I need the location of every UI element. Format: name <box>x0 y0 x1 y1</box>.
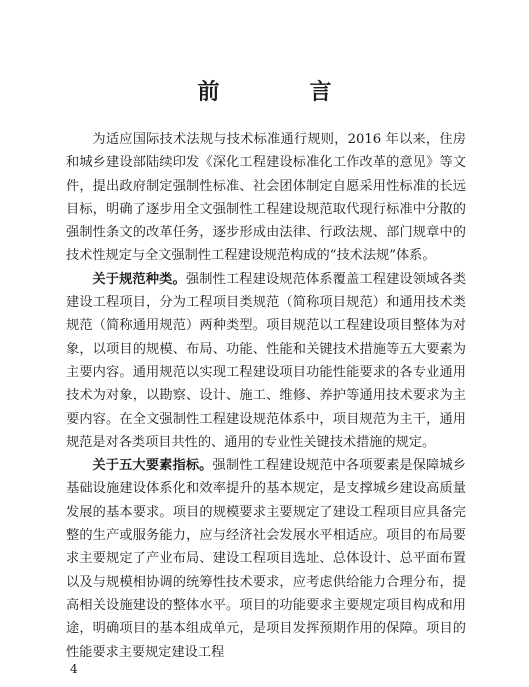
paragraph-text: 为适应国际技术法规与技术标准通行规则，2016 年以来，住房和城乡建设部陆续印发《深化工程建设标准化工作改革的意见》等文件，提出政府制定强制性标准、社会团体制定自愿采用性标准的长远目标，明确了逐步用全文强制性工程建设规范取代现行标准中分散的强制性条文的改革任务，逐步形成由法律、行政法规、部门规章中的技术性规定与全文强制性工程建设规范构成的“技术法规”体系。 <box>66 132 466 264</box>
page-number: 4 <box>70 662 78 676</box>
paragraph-text: 强制性工程建设规范体系覆盖工程建设领域各类建设工程项目，分为工程项目类规范（简称项目规范）和通用技术类规范（简称通用规范）两种类型。项目规范以工程建设项目整体为对象，以项目的规模、布局、功能、性能和关键技术措施等五大要素为主要内容。通用规范以实现工程建设项目功能性能要求的各专业通用技术为对象，以勘察、设计、施工、维修、养护等通用技术要求为主要内容。在全文强制性工程建设规范体系中，项目规范为主干，通用规范是对各类项目共性的、通用的专业性关键技术措施的规定。 <box>66 271 467 450</box>
page-title: 前 言 <box>197 80 366 105</box>
paragraph-1 <box>66 128 466 268</box>
paragraph-2 <box>66 268 466 454</box>
paragraph-lead: 关于五大要素指标。 <box>92 458 213 474</box>
paragraph-3 <box>66 454 466 664</box>
paragraph-lead: 关于规范种类。 <box>92 271 186 287</box>
paragraph-text: 强制性工程建设规范中各项要素是保障城乡基础设施建设体系化和效率提升的基本规定，是支撑城乡建设高质量发展的基本要求。项目的规模要求主要规定了建设工程项目应具备完整的生产或服务能力，应与经济社会发展水平相适应。项目的布局要求主要规定了产业布局、建设工程项目选址、总体设计、总平面布置以及与规模相协调的统筹性技术要求，应考虑供给能力合理分布，提高相关设施建设的整体水平。项目的功能要求主要规定项目构成和用途，明确项目的基本组成单元，是项目发挥预期作用的保障。项目的性能要求主要规定建设工程 <box>66 458 466 660</box>
body-text <box>66 128 466 664</box>
